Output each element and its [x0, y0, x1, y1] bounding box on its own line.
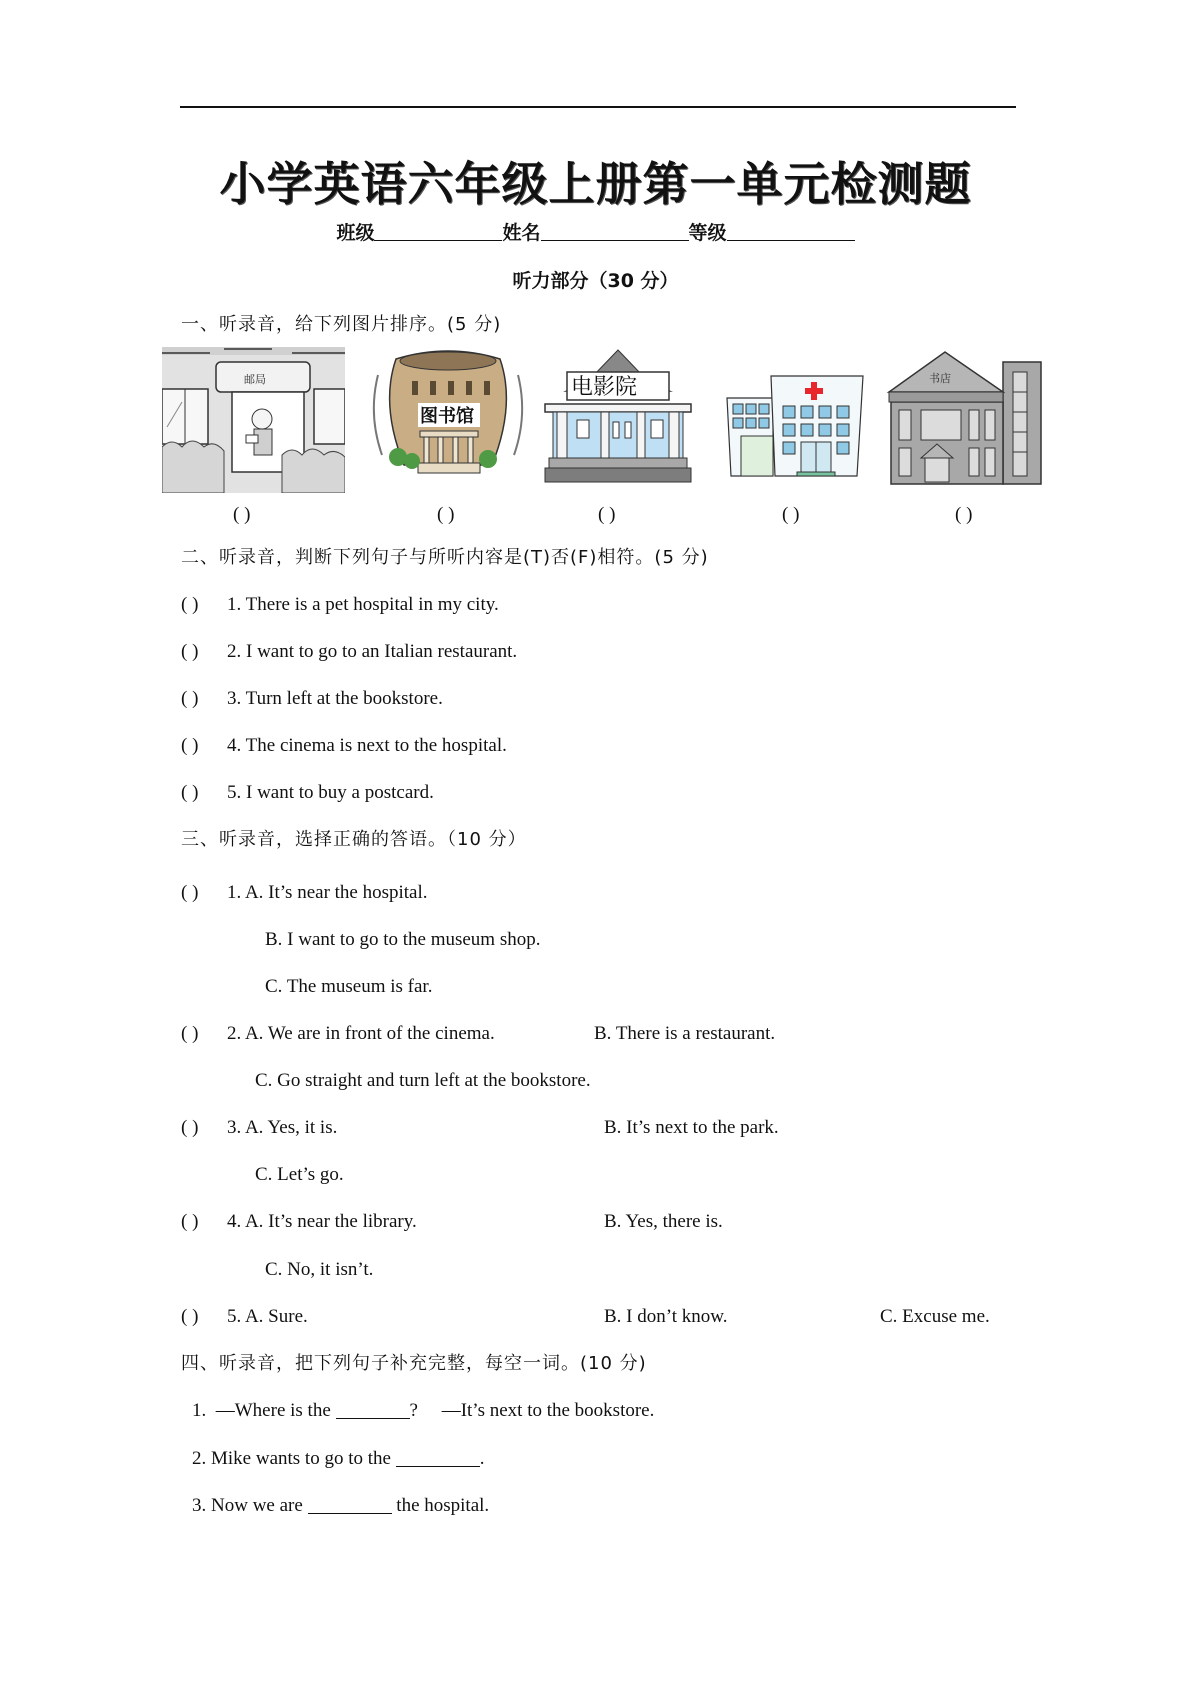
- picture-1-answer-field[interactable]: ( ): [233, 504, 251, 525]
- tf-answer-field-4[interactable]: ( ): [181, 735, 199, 756]
- mc-5-option-a: A. Sure.: [244, 1306, 308, 1327]
- mc-1-option-b: B. I want to go to the museum shop.: [265, 929, 541, 950]
- class-label: 班级: [336, 222, 375, 244]
- fill-2-blank[interactable]: [396, 1448, 480, 1467]
- grade-label: 等级: [688, 222, 727, 244]
- svg-text:邮局: 邮局: [244, 373, 266, 386]
- mc-number-2: 2.: [227, 1023, 242, 1044]
- name-field[interactable]: [541, 222, 689, 241]
- mc-question-5: [181, 1305, 308, 1329]
- post-office-picture: [162, 347, 345, 493]
- picture-2-answer-field[interactable]: ( ): [437, 504, 455, 525]
- mc-number-1: 1.: [227, 882, 242, 903]
- bookstore-picture: [885, 348, 1053, 488]
- tf-item-5: [181, 781, 434, 805]
- picture-5-answer-field[interactable]: ( ): [955, 504, 973, 525]
- section1-heading: 一、听录音，给下列图片排序。(5 分): [181, 314, 502, 335]
- tf-item-1: [181, 593, 499, 617]
- mc-answer-field-1[interactable]: ( ): [181, 882, 199, 903]
- mc-number-3: 3.: [227, 1117, 242, 1138]
- student-info-fields: [0, 218, 1191, 245]
- tf-statement-5: 5. I want to buy a postcard.: [227, 782, 434, 803]
- fill-1-text-before: 1. —Where is the: [192, 1400, 336, 1421]
- fill-2-text-after: .: [479, 1448, 485, 1469]
- mc-1-option-a: A. It’s near the hospital.: [244, 882, 428, 903]
- mc-2-option-c: C. Go straight and turn left at the bookstore.: [255, 1070, 591, 1091]
- mc-1-option-c: C. The museum is far.: [265, 976, 433, 997]
- mc-question-1: [181, 881, 428, 905]
- mc-5-option-b: B. I don’t know.: [604, 1306, 728, 1327]
- fill-3-text-before: 3. Now we are: [192, 1495, 308, 1516]
- mc-question-3: [181, 1116, 337, 1140]
- fill-item-3: [192, 1494, 489, 1518]
- library-illustration: [368, 345, 528, 485]
- top-rule: [180, 106, 1016, 108]
- fill-1-text-after: ? —It’s next to the bookstore.: [409, 1400, 655, 1421]
- library-picture: [368, 345, 528, 485]
- mc-3-option-c: C. Let’s go.: [255, 1164, 344, 1185]
- mc-2-option-a: A. We are in front of the cinema.: [244, 1023, 495, 1044]
- tf-answer-field-3[interactable]: ( ): [181, 688, 199, 709]
- mc-answer-field-3[interactable]: ( ): [181, 1117, 199, 1138]
- cinema-picture: [543, 348, 693, 484]
- tf-answer-field-5[interactable]: ( ): [181, 782, 199, 803]
- hospital-picture: [725, 368, 867, 478]
- svg-text:电影院: 电影院: [571, 375, 638, 400]
- listening-part-heading: 听力部分（30 分）: [512, 270, 679, 292]
- grade-field[interactable]: [727, 222, 855, 241]
- post-office-illustration: [162, 347, 345, 493]
- svg-text:书店: 书店: [929, 372, 951, 385]
- tf-statement-3: 3. Turn left at the bookstore.: [227, 688, 443, 709]
- mc-number-4: 4.: [227, 1211, 242, 1232]
- bookstore-illustration: [885, 348, 1053, 488]
- section4-heading: 四、听录音，把下列句子补充完整，每空一词。(10 分): [181, 1353, 647, 1374]
- fill-3-text-after: the hospital.: [391, 1495, 490, 1516]
- name-label: 姓名: [502, 222, 541, 244]
- hospital-illustration: [725, 368, 867, 478]
- fill-item-2: [192, 1447, 484, 1471]
- tf-statement-2: 2. I want to go to an Italian restaurant.: [227, 641, 518, 662]
- page-title: 小学英语六年级上册第一单元检测题: [219, 157, 972, 211]
- tf-statement-1: 1. There is a pet hospital in my city.: [227, 594, 499, 615]
- mc-question-2: [181, 1022, 495, 1046]
- mc-answer-field-2[interactable]: ( ): [181, 1023, 199, 1044]
- tf-item-4: [181, 734, 507, 758]
- tf-item-2: [181, 640, 517, 664]
- picture-4-answer-field[interactable]: ( ): [782, 504, 800, 525]
- section2-heading: 二、听录音，判断下列句子与所听内容是(T)否(F)相符。(5 分): [181, 547, 709, 568]
- fill-item-1: [192, 1399, 654, 1423]
- mc-5-option-c: C. Excuse me.: [880, 1306, 990, 1327]
- fill-1-blank[interactable]: [336, 1400, 410, 1419]
- mc-answer-field-5[interactable]: ( ): [181, 1306, 199, 1327]
- mc-4-option-a: A. It’s near the library.: [244, 1211, 417, 1232]
- picture-3-answer-field[interactable]: ( ): [598, 504, 616, 525]
- mc-question-4: [181, 1210, 417, 1234]
- class-field[interactable]: [374, 222, 502, 241]
- mc-3-option-a: A. Yes, it is.: [244, 1117, 338, 1138]
- mc-answer-field-4[interactable]: ( ): [181, 1211, 199, 1232]
- fill-3-blank[interactable]: [308, 1495, 392, 1514]
- tf-answer-field-1[interactable]: ( ): [181, 594, 199, 615]
- mc-3-option-b: B. It’s next to the park.: [604, 1117, 779, 1138]
- mc-number-5: 5.: [227, 1306, 242, 1327]
- section3-heading: 三、听录音，选择正确的答语。（10 分）: [181, 829, 527, 850]
- mc-4-option-b: B. Yes, there is.: [604, 1211, 723, 1232]
- cinema-illustration: [543, 348, 693, 484]
- tf-item-3: [181, 687, 443, 711]
- mc-2-option-b: B. There is a restaurant.: [594, 1023, 776, 1044]
- fill-2-text-before: 2. Mike wants to go to the: [192, 1448, 396, 1469]
- tf-answer-field-2[interactable]: ( ): [181, 641, 199, 662]
- svg-text:图书馆: 图书馆: [420, 406, 474, 427]
- tf-statement-4: 4. The cinema is next to the hospital.: [227, 735, 507, 756]
- mc-4-option-c: C. No, it isn’t.: [265, 1259, 374, 1280]
